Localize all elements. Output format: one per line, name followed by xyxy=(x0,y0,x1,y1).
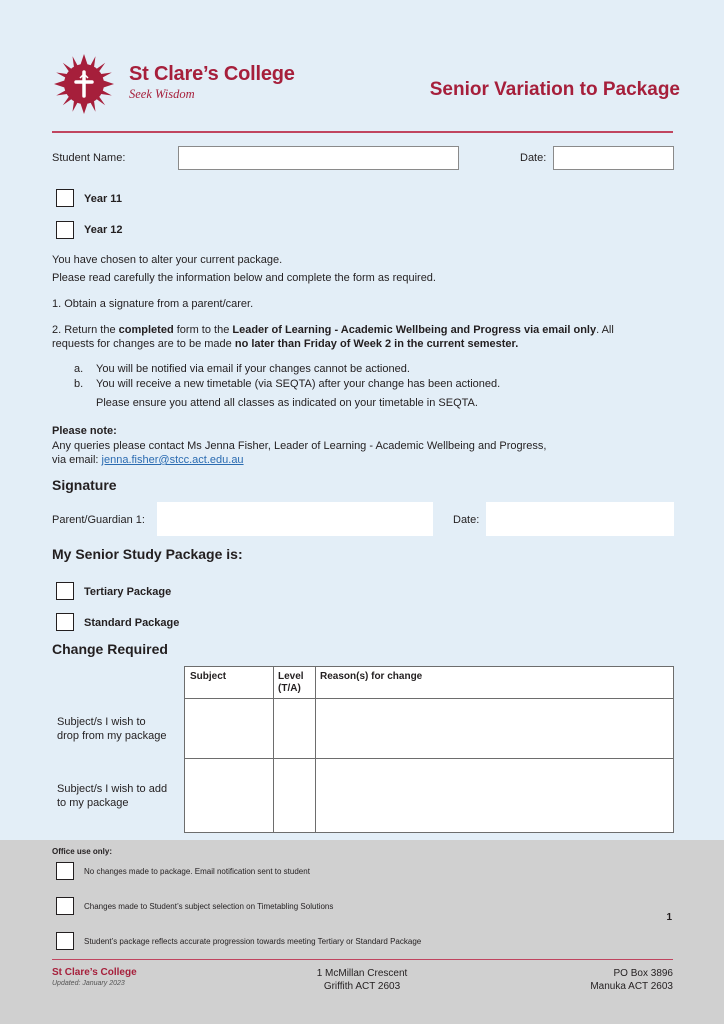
add-level-cell[interactable] xyxy=(274,759,314,832)
po-line: Manuka ACT 2603 xyxy=(590,981,673,992)
standard-package-checkbox[interactable] xyxy=(56,613,74,631)
step-2-text xyxy=(52,323,677,351)
column-header-level-line: Level xyxy=(278,671,304,682)
drop-subject-cell[interactable] xyxy=(186,699,272,758)
row-label-line: drop from my package xyxy=(57,730,167,742)
add-subject-cell[interactable] xyxy=(186,759,272,832)
step-2-part: . All xyxy=(596,324,614,336)
note-text: Please ensure you attend all classes as indicated on your timetable in SEQTA. xyxy=(96,397,478,409)
package-heading: My Senior Study Package is: xyxy=(52,546,243,562)
column-header-level xyxy=(278,671,304,695)
change-table xyxy=(184,666,674,833)
please-note-heading: Please note: xyxy=(52,425,117,437)
step-2-part: 2. Return the xyxy=(52,324,119,336)
year-12-label: Year 12 xyxy=(84,224,123,236)
signature-date-field[interactable] xyxy=(486,502,674,536)
year-11-label: Year 11 xyxy=(84,193,122,205)
row-label-line: to my package xyxy=(57,797,129,809)
office-no-changes-checkbox[interactable] xyxy=(56,862,74,880)
footer-college-name: St Clare’s College xyxy=(52,967,137,978)
add-reason-cell[interactable] xyxy=(316,759,673,832)
signature-heading: Signature xyxy=(52,477,117,493)
step-2-emphasis: completed xyxy=(118,324,174,336)
note-text: You will be notified via email if your changes cannot be actioned. xyxy=(96,363,410,375)
change-required-heading: Change Required xyxy=(52,641,168,657)
note-marker: b. xyxy=(74,378,84,390)
office-no-changes-label: No changes made to package. Email notification sent to student xyxy=(84,867,310,876)
po-line: PO Box 3896 xyxy=(613,968,673,979)
student-date-label: Date: xyxy=(520,152,547,164)
college-name: St Clare’s College xyxy=(129,63,295,85)
student-name-label: Student Name: xyxy=(52,152,126,164)
office-use-title: Office use only: xyxy=(52,847,113,856)
note-item xyxy=(74,397,478,409)
page-number: 1 xyxy=(666,912,672,923)
note-item xyxy=(74,363,410,375)
tertiary-package-checkbox[interactable] xyxy=(56,582,74,600)
please-note-line-2 xyxy=(52,453,677,467)
step-2-recipient: Leader of Learning - Academic Wellbeing and Progress via email only xyxy=(232,324,597,336)
contact-email-link[interactable]: jenna.fisher@stcc.act.edu.au xyxy=(101,454,244,466)
footer-divider xyxy=(52,959,673,960)
year-12-checkbox[interactable] xyxy=(56,221,74,239)
year-11-checkbox[interactable] xyxy=(56,189,74,207)
note-item xyxy=(74,378,500,390)
column-header-subject: Subject xyxy=(190,671,227,682)
step-2-part: form to the xyxy=(173,324,233,336)
email-prefix: via email: xyxy=(52,454,102,466)
column-header-reason: Reason(s) for change xyxy=(320,671,423,682)
student-date-field[interactable] xyxy=(553,146,674,170)
office-progression-checkbox[interactable] xyxy=(56,932,74,950)
row-label-line: Subject/s I wish to xyxy=(57,716,146,728)
office-changes-made-label: Changes made to Student’s subject selection on Timetabling Solutions xyxy=(84,902,334,911)
address-line: 1 McMillan Crescent xyxy=(316,968,408,979)
note-text: You will receive a new timetable (via SEQTA) after your change has been actioned. xyxy=(96,378,501,390)
step-2-deadline: no later than Friday of Week 2 in the current semester. xyxy=(234,338,519,350)
form-title: Senior Variation to Package xyxy=(429,79,680,100)
college-logo-icon xyxy=(52,52,116,116)
standard-package-label: Standard Package xyxy=(84,617,180,629)
drop-level-cell[interactable] xyxy=(274,699,314,758)
footer-po-box xyxy=(590,967,673,993)
intro-line-1: You have chosen to alter your current package. xyxy=(52,254,283,266)
tertiary-package-label: Tertiary Package xyxy=(84,586,172,598)
address-line: Griffith ACT 2603 xyxy=(323,981,401,992)
step-1-text: 1. Obtain a signature from a parent/carer. xyxy=(52,298,254,310)
intro-line-2: Please read carefully the information below and complete the form as required. xyxy=(52,272,436,284)
row-label-line: Subject/s I wish to add xyxy=(57,783,168,795)
student-name-field[interactable] xyxy=(178,146,459,170)
office-changes-made-checkbox[interactable] xyxy=(56,897,74,915)
column-header-level-line: (T/A) xyxy=(278,683,301,694)
please-note-line-1: Any queries please contact Ms Jenna Fisher, Leader of Learning - Academic Wellbeing and Progress, xyxy=(52,440,547,452)
college-motto: Seek Wisdom xyxy=(129,87,195,101)
step-2-part: requests for changes are to be made xyxy=(52,338,235,350)
parent-guardian-label: Parent/Guardian 1: xyxy=(52,514,145,526)
footer-street-address xyxy=(300,967,424,993)
office-progression-label: Student’s package reflects accurate progression towards meeting Tertiary or Standard Package xyxy=(84,937,422,946)
add-row-label xyxy=(57,782,182,810)
signature-date-label: Date: xyxy=(453,514,480,526)
parent-signature-field[interactable] xyxy=(157,502,433,536)
drop-row-label xyxy=(57,715,182,743)
drop-reason-cell[interactable] xyxy=(316,699,673,758)
note-marker: a. xyxy=(74,363,84,375)
footer-updated: Updated: January 2023 xyxy=(52,980,125,987)
header-divider xyxy=(52,131,673,133)
